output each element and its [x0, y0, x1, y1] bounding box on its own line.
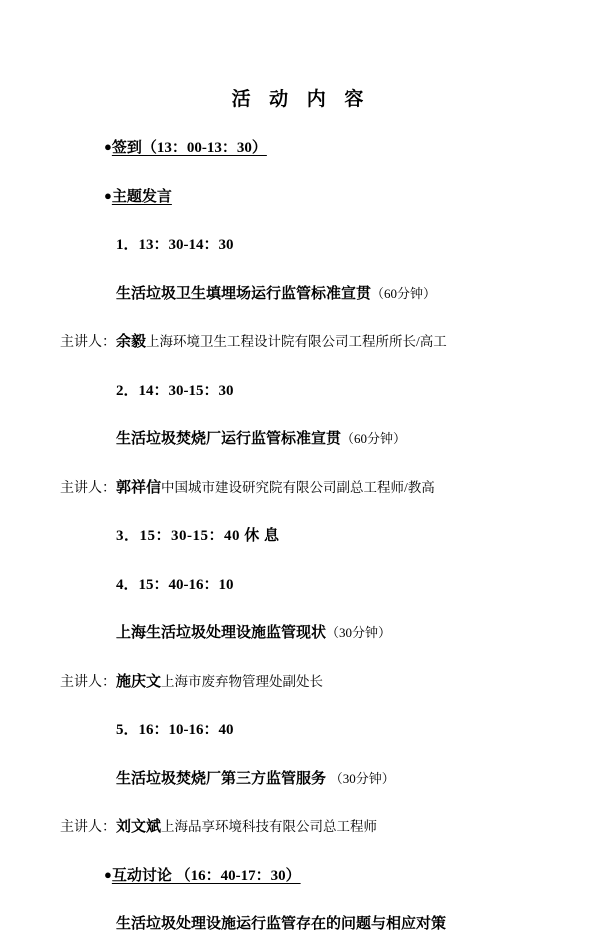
agenda-item-5-speaker — [60, 816, 541, 839]
speaker-name: 郭祥信 — [116, 479, 162, 496]
speaker-label: 主讲人： — [60, 674, 116, 690]
agenda-item-4-topic — [116, 622, 541, 645]
speaker-name: 刘文斌 — [116, 819, 162, 835]
agenda-item-4-time: 4．15：40-16：10 — [116, 576, 234, 593]
agenda-item-1-duration: （60分钟） — [371, 285, 437, 301]
section-heading-discussion-label: 互动讨论 （16：40-17：30） — [111, 867, 301, 884]
agenda-item-4-speaker — [60, 671, 541, 694]
agenda-item-1-speaker — [60, 331, 541, 354]
agenda-item-5-duration: （30分钟） — [329, 770, 395, 786]
agenda-item-2-duration: （60分钟） — [341, 431, 407, 446]
agenda-item-4-topic-text: 上海生活垃圾处理设施监管现状 — [116, 625, 327, 641]
agenda-item-5-topic-text: 生活垃圾焚烧厂第三方监管服务 — [116, 770, 330, 787]
section-heading-discussion — [104, 865, 541, 888]
section-heading-signin-label: 签到（13：00-13：30） — [111, 140, 267, 156]
bullet-icon: ● — [104, 866, 112, 882]
page-title: 活 动 内 容 — [231, 88, 370, 110]
speaker-name: 施庆文 — [116, 673, 162, 690]
bullet-icon: ● — [104, 139, 112, 154]
agenda-item-5-topic — [116, 768, 541, 791]
agenda-item-1-time: 1．13：30-14：30 — [116, 237, 234, 253]
agenda-item-2-topic — [116, 428, 541, 451]
speaker-label: 主讲人： — [60, 480, 116, 496]
agenda-item-5-time: 5．16：10-16：40 — [116, 722, 234, 738]
section-heading-keynote-label: 主题发言 — [111, 188, 172, 205]
agenda-item-1-topic — [116, 283, 541, 306]
section-heading-keynote — [104, 186, 541, 209]
agenda-item-3-break: 3．15：30-15：40 休 息 — [116, 528, 280, 544]
speaker-org: 上海品享环境科技有限公司总工程师 — [161, 819, 378, 834]
agenda-item-2-time: 2．14：30-15：30 — [116, 382, 234, 399]
speaker-org: 上海市废弃物管理处副处长 — [161, 673, 324, 689]
speaker-org: 上海环境卫生工程设计院有限公司工程所所长/高工 — [146, 334, 447, 349]
agenda-item-2-topic-text: 生活垃圾焚烧厂运行监管标准宣贯 — [116, 431, 342, 447]
agenda-item-2-speaker — [60, 477, 541, 500]
speaker-org: 中国城市建设研究院有限公司副总工程师/教高 — [161, 479, 435, 495]
document-page — [0, 84, 601, 944]
speaker-name: 余毅 — [116, 334, 147, 350]
discussion-topic: 生活垃圾处理设施运行监管存在的问题与相应对策 — [116, 916, 447, 932]
agenda-item-4-duration: （30分钟） — [326, 625, 392, 640]
speaker-label: 主讲人： — [60, 335, 116, 350]
bullet-icon: ● — [104, 187, 112, 203]
agenda-item-1-topic-text: 生活垃圾卫生填埋场运行监管标准宣贯 — [116, 285, 372, 302]
speaker-label: 主讲人： — [60, 820, 116, 835]
section-heading-signin — [104, 137, 541, 160]
